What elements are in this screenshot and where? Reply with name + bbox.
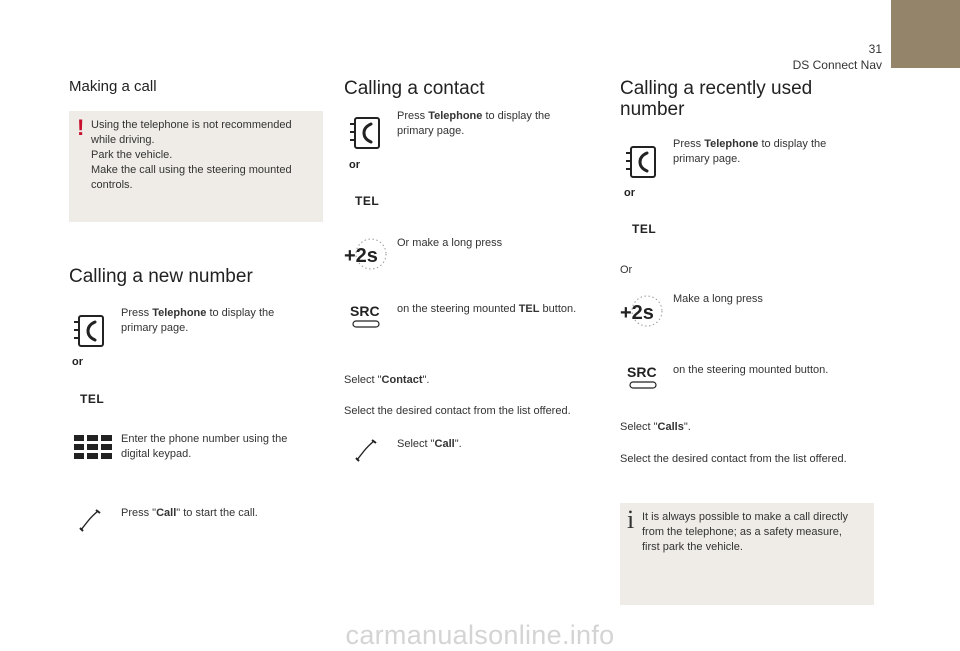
svg-text:SRC: SRC: [627, 364, 657, 380]
col2-long-press-text: Or make a long press: [397, 237, 503, 249]
making-call-heading: Making a call: [69, 78, 157, 95]
col3-select-calls: Select "Calls".: [620, 421, 691, 433]
col2-select-call: Select "Call".: [397, 438, 462, 450]
recent-number-heading: Calling a recently used number: [620, 78, 813, 120]
or-label: or: [72, 356, 83, 368]
phone-screen-icon: [74, 313, 106, 349]
col2-select-contact: Select "Contact".: [344, 374, 430, 386]
col1-step2-text: Enter the phone number using the digital keypad.: [121, 433, 288, 460]
src-button-icon: [627, 364, 663, 390]
col3-select-desired: Select the desired contact from the list offered.: [620, 453, 847, 465]
calling-contact-heading: Calling a contact: [344, 78, 485, 99]
col2-steering-text: on the steering mounted TEL button.: [397, 303, 577, 315]
or-label: or: [349, 159, 360, 171]
warning-text: Using the telephone is not recommended while driving. Park the vehicle. Make the call using the steering mounted controls.: [91, 119, 292, 191]
svg-text:SRC: SRC: [350, 303, 380, 319]
col3-steering-text: on the steering mounted button.: [673, 364, 829, 376]
handset-icon: [80, 510, 102, 532]
new-number-heading: Calling a new number: [69, 266, 253, 287]
src-button-icon: [350, 303, 386, 329]
col3-or-text: Or: [620, 264, 633, 276]
col3-long-press-text: Make a long press: [673, 293, 763, 305]
long-press-2s-icon: [620, 293, 662, 329]
phone-screen-icon: [626, 144, 658, 180]
keypad-icon: [74, 435, 112, 461]
info-text: It is always possible to make a call directly from the telephone; as a safety measure, first park the vehicle.: [642, 511, 849, 553]
col1-step1-text: Press Telephone to display the primary page.: [121, 307, 275, 334]
tel-button-label: TEL: [632, 222, 657, 236]
svg-text:+2s: +2s: [344, 245, 378, 267]
watermark: carmanualsonline.info: [345, 620, 615, 650]
long-press-2s-icon: [344, 236, 386, 272]
tel-button-label: TEL: [355, 194, 380, 208]
corner-tab: [891, 0, 960, 68]
handset-icon: [356, 440, 378, 462]
page-number: 31: [868, 42, 882, 56]
warning-icon: !: [77, 115, 85, 140]
or-label: or: [624, 187, 635, 199]
col2-step1-text: Press Telephone to display the primary page.: [397, 110, 551, 137]
col3-step1-text: Press Telephone to display the primary page.: [673, 138, 827, 165]
col1-step3-text: Press "Call" to start the call.: [121, 507, 258, 519]
phone-screen-icon: [350, 115, 382, 151]
tel-button-label: TEL: [80, 392, 105, 406]
col2-select-desired: Select the desired contact from the list offered.: [344, 405, 571, 417]
svg-text:+2s: +2s: [620, 302, 654, 324]
section-title: DS Connect Nav: [792, 58, 882, 72]
info-icon: i: [627, 505, 635, 534]
